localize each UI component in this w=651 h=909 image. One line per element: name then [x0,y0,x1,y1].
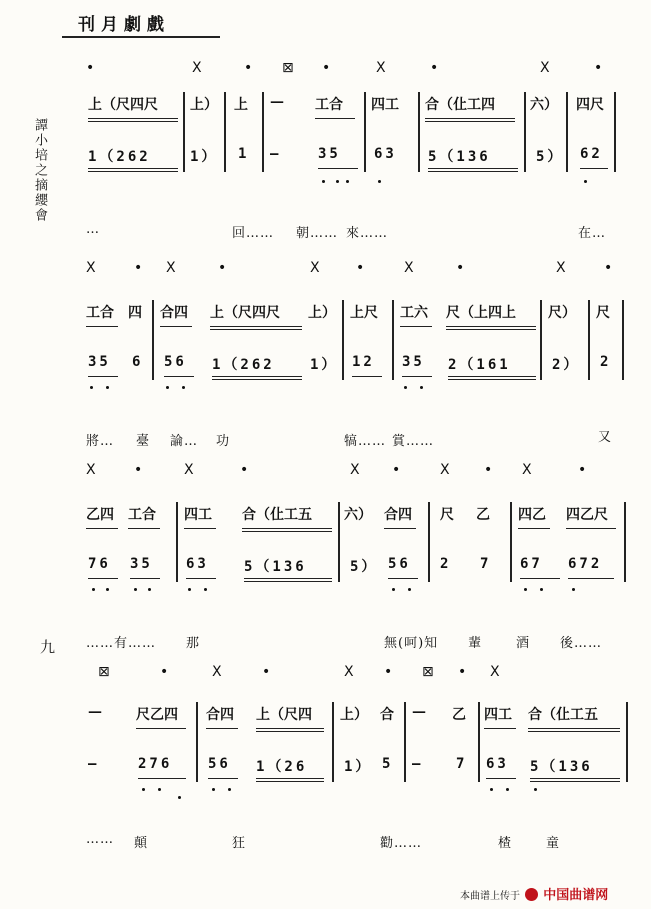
gongche-note: 上尺 [350,305,378,321]
beam-line [425,121,515,122]
lyric: 論… [170,434,199,449]
octave-dot [524,588,527,591]
beat-mark: • [322,60,331,76]
beat-mark: X [404,260,414,276]
lyric: 朝…… [296,226,339,241]
beam-line [256,731,324,732]
gongche-note: 四乙尺 [566,507,608,523]
barline [622,300,624,380]
beat-mark: • [160,664,169,680]
beam-line [88,118,178,119]
beat-mark: X [184,462,194,478]
lyric: 楂 [498,836,513,851]
beam-line [256,728,324,729]
numbered-note: 6 [132,354,144,370]
numbered-note: 67 [520,556,543,572]
octave-dot [212,788,215,791]
barline [196,702,198,782]
page-header-title: 刊月劇戲 [78,15,170,35]
beat-mark: X [166,260,176,276]
lyric: 狂 [232,836,247,851]
numbered-note: 2 [600,354,612,370]
barline [364,92,366,172]
gongche-note: 合四 [384,507,412,523]
numbered-note: 35 [402,354,425,370]
barline [342,300,344,380]
beam-line [446,326,536,327]
footer-text: 本曲谱上传于 [460,891,520,902]
numbered-note: — [412,756,424,772]
numbered-note: 63 [186,556,209,572]
beat-mark: X [310,260,320,276]
octave-dot [346,180,349,183]
beat-mark: • [392,462,401,478]
beam-line [446,329,536,330]
footer-watermark [460,884,608,903]
octave-dot [134,588,137,591]
beam-line [136,728,186,729]
beam-line [256,778,324,779]
beat-mark: • [384,664,393,680]
barline [404,702,406,782]
gongche-note: — [88,704,102,720]
beat-mark: • [356,260,365,276]
beam-line [580,168,608,169]
beam-line [448,376,536,377]
numbered-note: 12 [352,354,375,370]
beam-line [138,778,186,779]
beam-line [402,376,432,377]
beat-mark: • [430,60,439,76]
footer-brand[interactable]: 中国曲谱网 [543,888,609,903]
beat-mark: X [86,462,96,478]
barline [510,502,512,582]
barline [614,92,616,172]
beam-line [88,168,178,169]
beam-line [352,376,382,377]
octave-dot [408,588,411,591]
barline [588,300,590,380]
octave-dot [142,788,145,791]
beat-mark: X [540,60,550,76]
gongche-note: 乙四 [86,507,114,523]
beat-mark: X [440,462,450,478]
site-logo-icon [525,888,538,901]
beat-mark: • [244,60,253,76]
numbered-note: 2（161 [448,357,511,373]
beam-line [400,326,432,327]
barline [428,502,430,582]
gongche-note: 上） [340,707,368,723]
gongche-note: 尺乙四 [136,707,178,723]
beam-line [86,326,118,327]
barline [224,92,226,172]
beam-line [206,728,238,729]
lyric: 臺 [136,434,151,449]
beam-line [210,326,302,327]
numbered-note: — [88,756,100,772]
beat-mark: X [556,260,566,276]
gongche-note: 乙 [452,707,466,723]
beam-line [186,578,216,579]
lyric: 顛 [134,836,149,851]
barline [183,92,185,172]
gongche-note: 四工 [371,97,399,113]
numbered-note: 76 [88,556,111,572]
beat-mark: X [212,664,222,680]
beam-line [428,168,518,169]
beat-mark: X [86,260,96,276]
gongche-note: 上） [190,97,218,113]
octave-dot [584,180,587,183]
barline [524,92,526,172]
barline [566,92,568,172]
lyric: 童 [546,836,561,851]
beam-line [88,121,178,122]
gongche-note: 上（尺四尺 [210,305,280,321]
beam-line [130,578,160,579]
beat-mark: • [458,664,467,680]
gongche-note: 合 [380,707,394,723]
numbered-note: 35 [318,146,341,162]
octave-dot [420,386,423,389]
octave-dot [534,788,537,791]
beat-mark: • [594,60,603,76]
beam-line [448,379,536,380]
beam-line [242,528,332,529]
gongche-note: 工六 [400,305,428,321]
barline [418,92,420,172]
beam-line [128,528,160,529]
numbered-note: 62 [580,146,603,162]
beam-line [212,376,302,377]
barline [152,300,154,380]
barline [338,502,340,582]
beam-line [528,731,620,732]
numbered-note: 5） [350,559,379,575]
gongche-note: 乙 [476,507,490,523]
octave-dot [228,788,231,791]
beam-line [486,778,516,779]
gongche-note: 四工 [184,507,212,523]
lyric: 犒…… [344,434,387,449]
gongche-note: 合（仩工五 [242,507,312,523]
octave-dot [336,180,339,183]
numbered-note: 276 [138,756,173,772]
beam-line [242,531,332,532]
beam-line [244,581,332,582]
beam-line [212,379,302,380]
gongche-note: 合（仩工五 [528,707,598,723]
numbered-note: 35 [130,556,153,572]
beam-line [568,578,614,579]
lyric: 輩 [468,636,483,651]
lyric: … [86,222,100,237]
beam-line [256,781,324,782]
numbered-note: 2 [440,556,452,572]
beam-line [388,578,418,579]
numbered-note: 1（26 [256,759,308,775]
gongche-note: 合四 [206,707,234,723]
beam-line [88,578,118,579]
barline [540,300,542,380]
page-number: 九 [40,638,56,656]
beat-mark: • [456,260,465,276]
numbered-note: 35 [88,354,111,370]
octave-dot [322,180,325,183]
beat-mark: • [218,260,227,276]
lyric: 賞…… [392,434,435,449]
gongche-note: 六） [530,97,558,113]
numbered-note: 1（262 [88,149,151,165]
barline [626,702,628,782]
numbered-note: 56 [164,354,187,370]
gongche-note: 尺（上四上 [446,305,516,321]
lyric: 來…… [346,226,389,241]
beam-line [520,578,560,579]
gongche-note: 尺） [548,305,576,321]
beam-line [88,376,118,377]
beat-mark: • [604,260,613,276]
lyric: 在… [578,226,607,241]
numbered-note: 5（136 [530,759,593,775]
beam-line [518,528,550,529]
gongche-note: 六） [344,507,372,523]
octave-dot [178,796,181,799]
gongche-note: 上） [308,305,336,321]
beat-mark: • [484,462,493,478]
lyric: ……有…… [86,636,157,651]
beam-line [484,728,516,729]
numbered-note: 56 [208,756,231,772]
octave-dot [378,180,381,183]
beat-mark: • [134,462,143,478]
octave-dot [158,788,161,791]
lyric: 將… [86,434,115,449]
gongche-note: 合（仩工四 [425,97,495,113]
octave-dot [204,588,207,591]
sidebar-title: 譚小培之摘纓會 [32,118,47,223]
octave-dot [490,788,493,791]
gongche-note: 四乙 [518,507,546,523]
gongche-note: 尺 [596,305,610,321]
gongche-note: 四尺 [576,97,604,113]
octave-dot [572,588,575,591]
octave-dot [106,588,109,591]
lyric: 無(呵)知 [384,636,439,651]
beat-mark: X [350,462,360,478]
barline [176,502,178,582]
beam-line [208,778,238,779]
octave-dot [92,588,95,591]
lyric: …… [86,832,114,847]
beat-mark: ⊠ [422,664,434,680]
gongche-note: 合四 [160,305,188,321]
barline [478,702,480,782]
lyric: 回…… [232,226,275,241]
beam-line [530,778,620,779]
octave-dot [182,386,185,389]
gongche-note: 上（尺四尺 [88,97,158,113]
numbered-note: 1 [238,146,250,162]
beam-line [86,528,118,529]
octave-dot [106,386,109,389]
beat-mark: • [240,462,249,478]
gongche-note: 工合 [128,507,156,523]
beam-line [315,118,355,119]
numbered-note: 5（136 [428,149,491,165]
gongche-note: 上 [234,97,248,113]
numbered-note: — [270,146,282,162]
beat-mark: ⊠ [282,60,294,76]
gongche-note: 上（尺四 [256,707,312,723]
beat-mark: ⊠ [98,664,110,680]
octave-dot [392,588,395,591]
gongche-note: — [412,704,426,720]
beam-line [244,578,332,579]
beat-mark: X [192,60,202,76]
lyric: 又 [598,430,613,445]
beam-line [425,118,515,119]
octave-dot [166,386,169,389]
numbered-note: 2） [552,357,581,373]
gongche-note: 尺 [440,507,454,523]
gongche-note: 四工 [484,707,512,723]
barline [332,702,334,782]
beam-line [318,168,358,169]
numbered-note: 7 [480,556,492,572]
numbered-note: 63 [486,756,509,772]
beam-line [184,528,216,529]
beam-line [160,326,192,327]
numbered-note: 1） [190,149,219,165]
numbered-note: 1） [310,357,339,373]
octave-dot [148,588,151,591]
lyric: 酒 [516,636,531,651]
beat-mark: • [134,260,143,276]
lyric: 那 [186,636,201,651]
beam-line [164,376,194,377]
beam-line [384,528,416,529]
beat-mark: • [86,60,95,76]
gongche-note: 工合 [315,97,343,113]
gongche-note: 工合 [86,305,114,321]
lyric: 功 [216,434,231,449]
numbered-note: 5 [382,756,394,772]
beat-mark: X [522,462,532,478]
numbered-note: 63 [374,146,397,162]
numbered-note: 5） [536,149,565,165]
lyric: 後…… [560,636,603,651]
beat-mark: • [262,664,271,680]
lyric: 勸…… [380,836,423,851]
octave-dot [404,386,407,389]
beat-mark: X [344,664,354,680]
beat-mark: X [490,664,500,680]
octave-dot [188,588,191,591]
gongche-note: — [270,94,284,110]
barline [262,92,264,172]
numbered-note: 672 [568,556,603,572]
octave-dot [90,386,93,389]
beam-line [88,171,178,172]
numbered-note: 56 [388,556,411,572]
numbered-note: 1（262 [212,357,275,373]
beam-line [210,329,302,330]
beat-mark: X [376,60,386,76]
header-rule [62,36,220,38]
octave-dot [506,788,509,791]
beat-mark: • [578,462,587,478]
numbered-note: 1） [344,759,373,775]
beam-line [566,528,616,529]
numbered-note: 7 [456,756,468,772]
barline [392,300,394,380]
barline [624,502,626,582]
octave-dot [540,588,543,591]
numbered-note: 5（136 [244,559,307,575]
beam-line [428,171,518,172]
beam-line [528,728,620,729]
beam-line [530,781,620,782]
gongche-note: 四 [128,305,142,321]
